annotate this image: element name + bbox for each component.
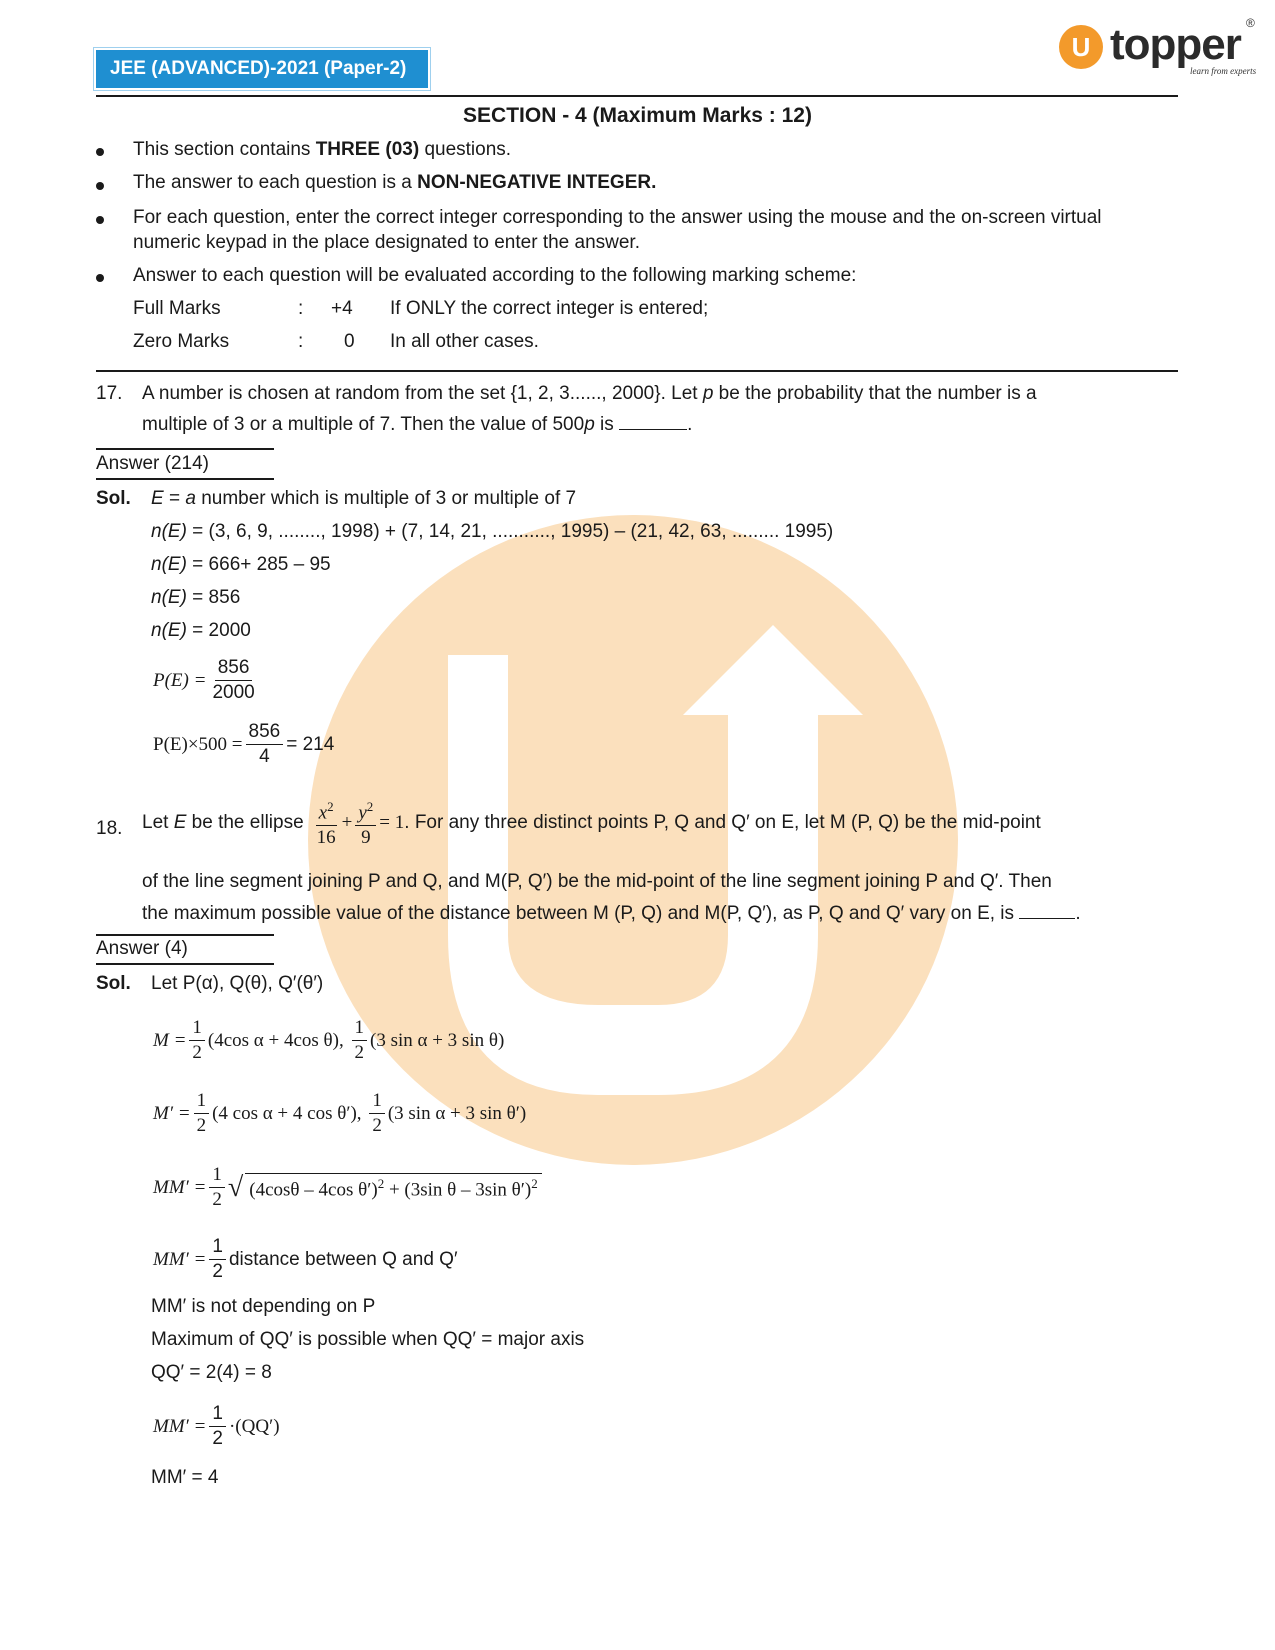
scheme-full-value: +4 bbox=[331, 298, 353, 319]
q17-text-line-2: multiple of 3 or a multiple of 7. Then the value of 500p is . bbox=[142, 411, 692, 436]
q17-sol-line-4: n(E) = 856 bbox=[151, 587, 241, 608]
brand-tagline: learn from experts bbox=[1190, 66, 1257, 76]
scheme-zero-label: Zero Marks bbox=[133, 331, 230, 352]
instruction-1: This section contains THREE (03) questions. bbox=[133, 139, 512, 160]
scheme-zero-desc: In all other cases. bbox=[390, 331, 539, 352]
exam-tag: JEE (ADVANCED)-2021 (Paper-2) bbox=[96, 50, 428, 88]
instruction-3-line-1: For each question, enter the correct integer corresponding to the answer using the mouse and the on-screen virtual bbox=[133, 207, 1102, 228]
q17-sol-line-1: E = a number which is multiple of 3 or multiple of 7 bbox=[151, 488, 577, 509]
answer-rule bbox=[96, 963, 274, 965]
q18-answer: Answer (4) bbox=[96, 938, 188, 959]
q18-sol-qq: QQ′ = 2(4) = 8 bbox=[151, 1362, 272, 1383]
answer-blank bbox=[1019, 900, 1075, 919]
bullet-icon bbox=[96, 216, 104, 224]
scheme-full-desc: If ONLY the correct integer is entered; bbox=[390, 298, 709, 319]
q18-sol-maximum: Maximum of QQ′ is possible when QQ′ = major axis bbox=[151, 1329, 585, 1350]
q17-number: 17. bbox=[96, 383, 123, 404]
scheme-zero-colon: : bbox=[298, 331, 304, 352]
q18-text-line-2: of the line segment joining P and Q, and M(P, Q′) be the mid-point of the line segment joining P and Q′. Then bbox=[142, 871, 1052, 892]
brand-circle-icon bbox=[1058, 24, 1104, 70]
q17-answer: Answer (214) bbox=[96, 453, 209, 474]
answer-rule bbox=[96, 934, 274, 936]
header-rule bbox=[96, 95, 1178, 97]
q17-sol-label: Sol. bbox=[96, 488, 131, 509]
q18-mm2-equation: MM′ = $\frac{1}{2}$ distance between Q and Q′ bbox=[153, 1236, 458, 1282]
q18-m-equation: M = $\frac{1}{2}$ (4cos α + 4cos θ), $\frac{1}{2}$ (3 sin α + 3 sin θ) bbox=[153, 1017, 505, 1063]
brand-name: topper bbox=[1110, 20, 1241, 69]
bullet-icon bbox=[96, 274, 104, 282]
sqrt-icon: √ bbox=[227, 1171, 244, 1203]
q18-text-line-3: the maximum possible value of the distance between M (P, Q) and M(P, Q′), as P, Q and Q′ vary on E, is . bbox=[142, 900, 1081, 925]
registered-mark: ® bbox=[1246, 16, 1255, 30]
scheme-zero-value: 0 bbox=[344, 331, 355, 352]
brand-logo bbox=[1058, 18, 1258, 78]
q18-mm3-equation: MM′ = $\frac{1}{2}$ ·(QQ′) bbox=[153, 1403, 280, 1449]
section-title: SECTION - 4 (Maximum Marks : 12) bbox=[463, 104, 812, 127]
answer-rule bbox=[96, 478, 274, 480]
q18-mm-equation: MM′ = $\frac{1}{2}$ √ (4cosθ – 4cos θ′)$^2$ + (3sin θ – 3sin θ′)$^2$ bbox=[153, 1163, 542, 1212]
q17-sol-line-5: n(E) = 2000 bbox=[151, 620, 251, 641]
q18-mprime-equation: M′ = $\frac{1}{2}$ (4 cos α + 4 cos θ′), $\frac{1}{2}$ (3 sin α + 3 sin θ′) bbox=[153, 1090, 527, 1136]
section-rule bbox=[96, 370, 1178, 372]
instruction-4: Answer to each question will be evaluated according to the following marking scheme: bbox=[133, 265, 857, 286]
q18-sol-final: MM′ = 4 bbox=[151, 1467, 219, 1488]
q17-pe-equation: P(E) = $\frac{856}{2000}$ bbox=[153, 657, 255, 703]
q17-sol-line-3: n(E) = 666+ 285 – 95 bbox=[151, 554, 331, 575]
q18-number: 18. bbox=[96, 818, 123, 839]
answer-rule bbox=[96, 448, 274, 450]
instruction-2: The answer to each question is a NON-NEGATIVE INTEGER. bbox=[133, 172, 657, 193]
q17-pe2-equation: P(E)×500 = $\frac{856}{4}$ = 214 bbox=[153, 721, 335, 767]
instruction-3-line-2: numeric keypad in the place designated to enter the answer. bbox=[133, 232, 640, 253]
q17-sol-line-2: n(E) = (3, 6, 9, ........, 1998) + (7, 14, 21, ..........., 1995) – (21, 42, 63, ......... 1995) bbox=[151, 521, 834, 542]
svg-text:U: U bbox=[1071, 32, 1091, 62]
q18-sol-not-depending: MM′ is not depending on P bbox=[151, 1296, 376, 1317]
q18-text-line-1: Let E be the ellipse $\frac{x^2}{16}$ + $\frac{y^2}{9}$ = 1 . For any three distinct points P, Q and Q′ on E, let M (P, Q) be the mid-point bbox=[142, 795, 1041, 850]
scheme-full-colon: : bbox=[298, 298, 304, 319]
bullet-icon bbox=[96, 182, 104, 190]
q18-sol-line-1: Let P(α), Q(θ), Q′(θ′) bbox=[151, 973, 324, 994]
q17-text-line-1: A number is chosen at random from the set {1, 2, 3......, 2000}. Let p be the probability that the number is a bbox=[142, 383, 1037, 404]
answer-blank bbox=[619, 411, 687, 430]
q18-sol-label: Sol. bbox=[96, 973, 131, 994]
scheme-full-label: Full Marks bbox=[133, 298, 221, 319]
bullet-icon bbox=[96, 148, 104, 156]
